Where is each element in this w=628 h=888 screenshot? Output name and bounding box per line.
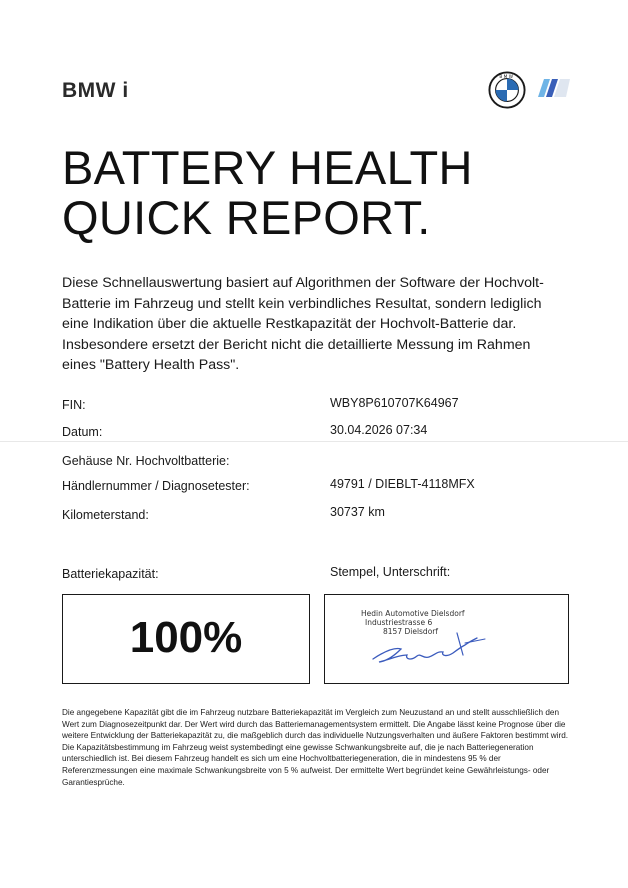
gehaeuse-label: Gehäuse Nr. Hochvoltbatterie: — [62, 454, 230, 468]
haendler-label: Händlernummer / Diagnosetester: — [62, 479, 250, 493]
stamp-city: 8157 Dielsdorf — [383, 627, 439, 636]
bmw-roundel-icon — [488, 71, 526, 109]
capacity-box — [62, 594, 310, 684]
intro-paragraph: Diese Schnellauswertung basiert auf Algorithmen der Software der Hochvolt-Batterie im Fahrzeug und stellt kein verbindliches Resultat, sondern lediglich eine Indikation über die aktuelle Restkapazität der Hochvolt-Batterie dar. Insbesondere ersetzt der Bericht nicht die detaillierte Messung im Rahmen eines "Battery Health Pass". — [62, 275, 544, 373]
svg-text:B M W: B M W — [499, 75, 513, 81]
haendler-value: 49791 / DIEBLT-4118MFX — [330, 477, 475, 491]
handwritten-signature-icon — [365, 625, 515, 667]
page-title — [62, 143, 473, 243]
stamp-box — [324, 594, 569, 684]
capacity-value: 100% — [129, 613, 243, 662]
datum-label: Datum: — [62, 425, 103, 439]
disclaimer-footnote: Die angegebene Kapazität gibt die im Fahrzeug nutzbare Batteriekapazität im Vergleich zum Neuzustand an und stellt ausschließlich den Wert zum Diagnosezeitpunkt dar. Der Wert wird durch das Batteriemanagementsystem ermittelt. Die Angabe lässt keine Prognose über die weitere Entwicklung der Batteriekapazität zu, die maßgeblich durch das individuelle Nutzungsverhalten und äußere Faktoren bestimmt wird. Die Kapazitätsbestimmung im Fahrzeug weist systembedingt eine gewisse Schwankungsbreite auf, die je nach Batteriegeneration unterschiedlich ist. Bei diesem Fahrzeug handelt es sich um eine Hochvoltbatteriegeneration, die in mindestens 95 % der Referenzmessungen eine maximale Schwankungsbreite von 5 % aufweist. Der ermittelte Wert begründet keine Gewährleistungs- oder Garantiesprüche. — [62, 708, 569, 787]
kilometerstand-label: Kilometerstand: — [62, 508, 149, 522]
title-line-2: QUICK REPORT. — [62, 191, 431, 244]
stamp-company: Hedin Automotive Dielsdorf — [361, 609, 465, 618]
fin-value: WBY8P610707K64967 — [330, 396, 459, 410]
fin-label: FIN: — [62, 398, 86, 412]
title-line-1: BATTERY HEALTH — [62, 141, 473, 194]
stamp-label: Stempel, Unterschrift: — [330, 565, 451, 579]
datum-value: 30.04.2026 07:34 — [330, 423, 428, 437]
scan-artifact-line — [0, 441, 628, 442]
stamp-street: Industriestrasse 6 — [365, 618, 433, 627]
kilometerstand-value: 30737 km — [330, 505, 385, 519]
capacity-label: Batteriekapazität: — [62, 567, 159, 581]
brand-name: BMW i — [62, 79, 129, 102]
bmw-i-stripes-icon — [538, 79, 570, 97]
